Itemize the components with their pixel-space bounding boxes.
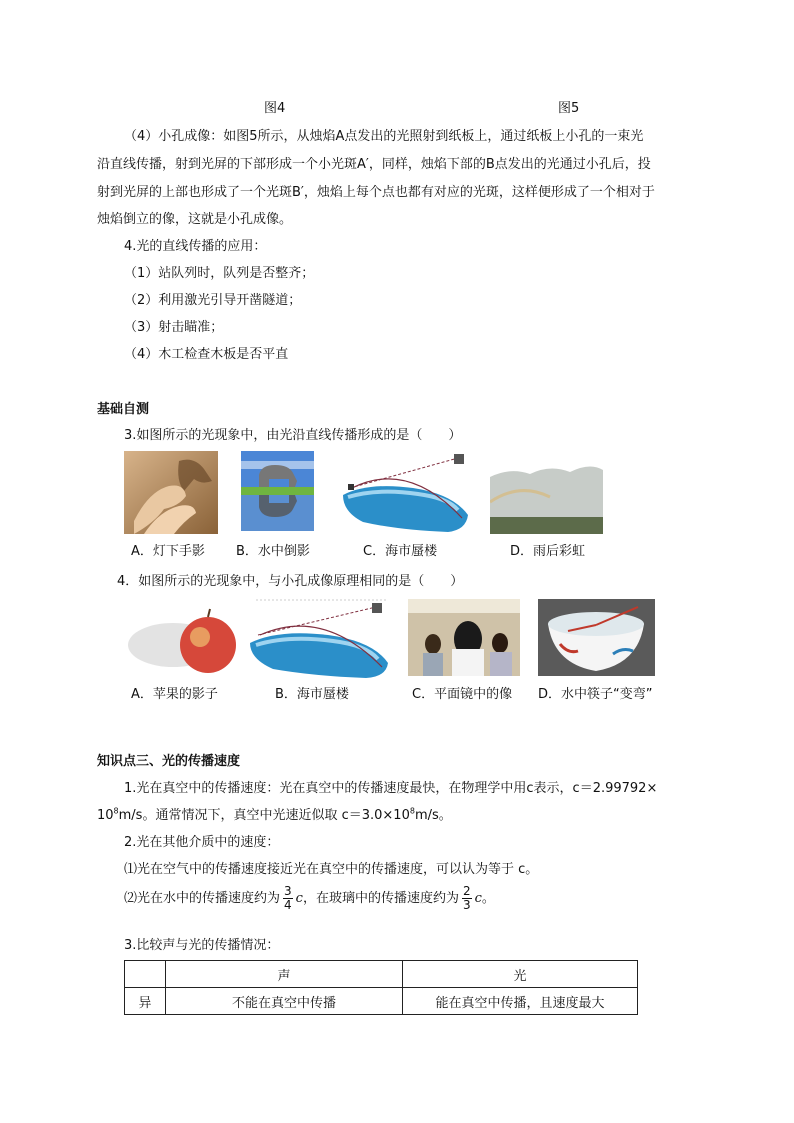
q4-option-c: C．平面镜中的像 [412, 687, 513, 702]
q4-option-b: B．海市蜃楼 [275, 687, 349, 702]
speed-para-line-2: $10^8m/s$。通常情况下，真空中光速近似取 $c=3.0\times 10^8m/s$。 [97, 806, 452, 823]
q3-option-b: B．水中倒影 [236, 544, 310, 559]
air-speed-line: ⑴光在空气中的传播速度接近光在真空中的传播速度，可以认为等于 c。 [124, 862, 539, 877]
pinhole-line-1: （4）小孔成像：如图5所示，从烛焰A点发出的光照射到纸板上，通过纸板上小孔的一束光 [124, 129, 644, 144]
q4-option-a: A．苹果的影子 [131, 687, 218, 702]
q3-option-d: D．雨后彩虹 [510, 544, 586, 559]
mirage-image-2 [248, 599, 393, 679]
table-cell: 能在真空中传播，且速度最大 [403, 988, 638, 1015]
application-item: （1）站队列时，队列是否整齐； [124, 266, 315, 281]
figure-4-label: 图4 [264, 101, 286, 116]
table-header-row [125, 961, 638, 988]
table-cell [125, 961, 166, 988]
mirror-image [408, 599, 520, 676]
table-cell: 光 [403, 961, 638, 988]
speed-para-line-1: 1.光在真空中的传播速度：光在真空中的传播速度最快，在物理学中用c表示，c＝2.99792× [124, 781, 658, 796]
applications-heading: 4.光的直线传播的应用： [124, 239, 267, 254]
application-item: （2）利用激光引导开凿隧道； [124, 293, 302, 308]
chopsticks-in-water-image [538, 599, 655, 676]
section-3-heading: 知识点三、光的传播速度 [97, 754, 241, 769]
rainbow-image [490, 462, 603, 534]
self-test-heading: 基础自测 [97, 402, 150, 417]
table-cell: 不能在真空中传播 [166, 988, 403, 1015]
hand-shadow-image [124, 451, 218, 534]
table-cell: 声 [166, 961, 403, 988]
table-cell: 异 [125, 988, 166, 1015]
q4-option-d: D．水中筷子“变弯” [538, 687, 653, 702]
table-row [125, 988, 638, 1015]
figure-5-label: 图5 [558, 101, 580, 116]
pinhole-line-3: 射到光屏的上部也形成了一个光斑B′，烛焰上每个点也都有对应的光斑，这样便形成了一个相对于 [97, 185, 655, 200]
mirage-image [338, 450, 474, 535]
question-4: 4．如图所示的光现象中，与小孔成像原理相同的是（ ） [117, 574, 464, 589]
question-3: 3.如图所示的光现象中，由光沿直线传播形成的是（ ） [124, 428, 462, 443]
apple-shadow-image [128, 605, 238, 675]
elephant-reflection-image [241, 451, 314, 531]
q3-option-c: C．海市蜃楼 [363, 544, 438, 559]
compare-table [124, 960, 638, 1015]
pinhole-line-4: 烛焰倒立的像，这就是小孔成像。 [97, 212, 293, 227]
application-item: （4）木工检查木板是否平直 [124, 347, 289, 362]
water-glass-speed-line: ⑵光在水中的传播速度约为 $\frac{3}{4}$ c，在玻璃中的传播速度约为 $\frac{2}{3}$ c。 [124, 884, 495, 912]
other-media-heading: 2.光在其他介质中的速度： [124, 835, 280, 850]
pinhole-line-2: 沿直线传播，射到光屏的下部形成一个小光斑A′，同样，烛焰下部的B点发出的光通过小孔后，投 [97, 157, 651, 172]
compare-heading: 3.比较声与光的传播情况： [124, 938, 280, 953]
application-item: （3）射击瞄准； [124, 320, 224, 335]
q3-option-a: A．灯下手影 [131, 544, 205, 559]
